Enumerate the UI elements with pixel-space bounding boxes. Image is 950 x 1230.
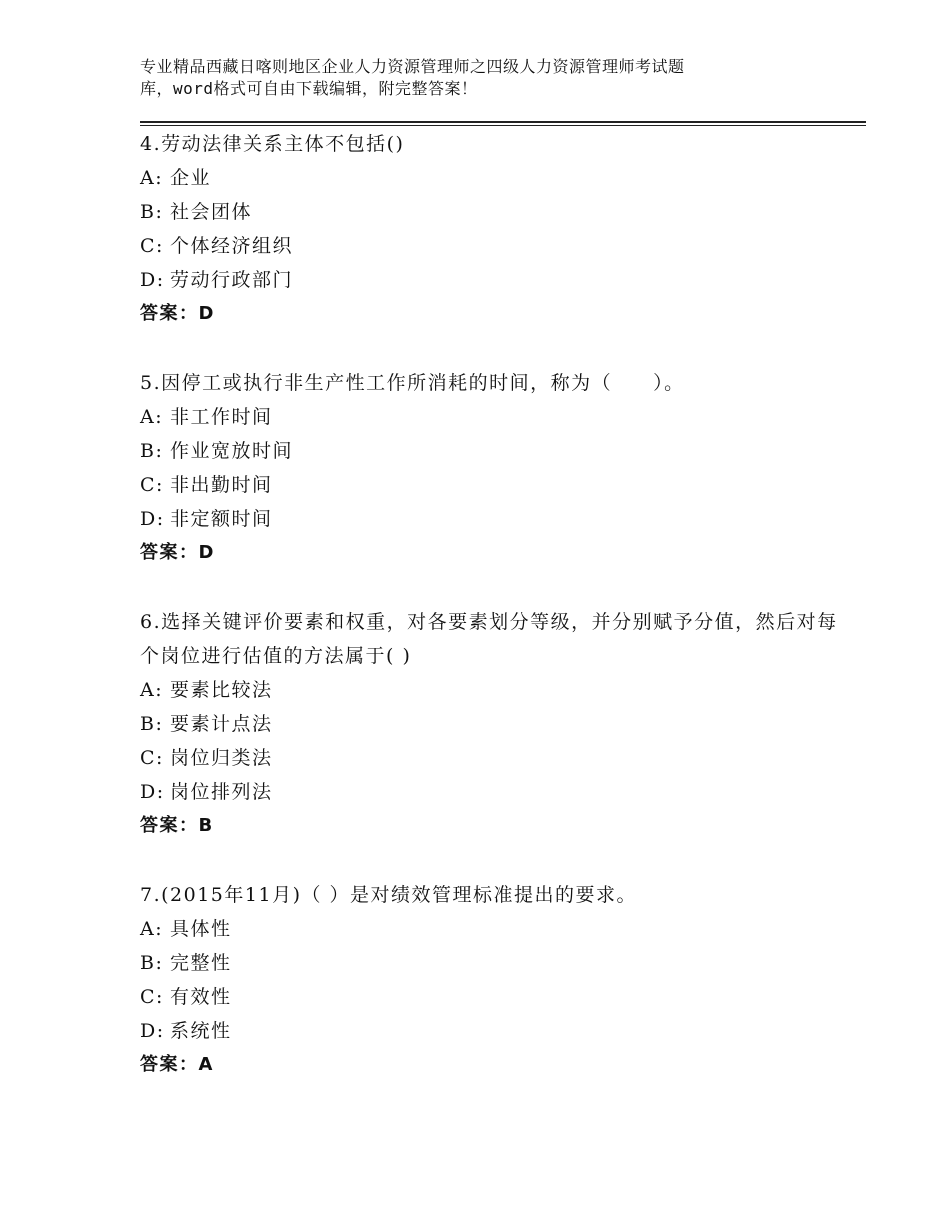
option-letter: B:: [140, 440, 164, 462]
option-text: 岗位归类法: [170, 747, 273, 769]
option-text: 系统性: [170, 1020, 232, 1042]
question-stem: 5.因停工或执行非生产性工作所消耗的时间，称为（ ）。: [140, 372, 685, 394]
option-text: 要素比较法: [170, 679, 273, 701]
option-letter: C:: [140, 986, 164, 1008]
option-d: [140, 1014, 840, 1048]
option-text: 劳动行政部门: [170, 269, 294, 291]
option-letter: A:: [140, 679, 164, 701]
option-letter: D:: [140, 508, 165, 530]
option-letter: B:: [140, 952, 164, 974]
question-4: [140, 127, 840, 331]
option-letter: A:: [140, 918, 164, 940]
option-c: [140, 468, 840, 502]
option-text: 社会团体: [170, 201, 253, 223]
answer-label: 答案：: [140, 303, 199, 324]
header-rule-thin: [140, 125, 866, 126]
option-letter: A:: [140, 167, 164, 189]
option-c: [140, 229, 840, 263]
answer-value: D: [198, 303, 215, 324]
option-text: 完整性: [170, 952, 232, 974]
option-b: [140, 707, 840, 741]
option-letter: D:: [140, 781, 165, 803]
option-b: [140, 434, 840, 468]
answer-label: 答案：: [140, 542, 199, 563]
option-letter: C:: [140, 235, 164, 257]
option-text: 具体性: [170, 918, 232, 940]
question-6: [140, 605, 840, 843]
option-text: 非定额时间: [170, 508, 273, 530]
option-a: [140, 673, 840, 707]
answer-line: [140, 297, 840, 331]
header-title-line2: 库，word格式可自由下载编辑，附完整答案！: [140, 79, 478, 98]
option-letter: D:: [140, 1020, 165, 1042]
option-letter: C:: [140, 474, 164, 496]
answer-line: [140, 1048, 840, 1082]
question-stem: 7.(2015年11月)（ ）是对绩效管理标准提出的要求。: [140, 884, 638, 906]
question-stem: 4.劳动法律关系主体不包括(): [140, 133, 405, 155]
option-b: [140, 946, 840, 980]
option-text: 要素计点法: [170, 713, 273, 735]
option-text: 岗位排列法: [170, 781, 273, 803]
option-a: [140, 161, 840, 195]
option-text: 企业: [170, 167, 212, 189]
option-a: [140, 400, 840, 434]
answer-line: [140, 809, 840, 843]
answer-label: 答案：: [140, 815, 199, 836]
answer-label: 答案：: [140, 1054, 199, 1075]
option-text: 有效性: [170, 986, 232, 1008]
option-text: 个体经济组织: [170, 235, 294, 257]
option-letter: B:: [140, 201, 164, 223]
option-d: [140, 263, 840, 297]
answer-value: D: [198, 542, 215, 563]
option-letter: B:: [140, 713, 164, 735]
header-rule-thick: [140, 121, 866, 123]
option-text: 非出勤时间: [170, 474, 273, 496]
option-d: [140, 502, 840, 536]
option-b: [140, 195, 840, 229]
question-7: [140, 878, 840, 1082]
header-title-line1: 专业精品西藏日喀则地区企业人力资源管理师之四级人力资源管理师考试题: [140, 57, 685, 76]
question-5: [140, 366, 840, 570]
option-c: [140, 980, 840, 1014]
option-a: [140, 912, 840, 946]
document-header: [140, 56, 840, 100]
option-text: 非工作时间: [170, 406, 273, 428]
answer-line: [140, 536, 840, 570]
question-stem: 6.选择关键评价要素和权重，对各要素划分等级，并分别赋予分值，然后对每个岗位进行估值的方法属于( ): [140, 611, 838, 667]
answer-value: B: [198, 815, 214, 836]
option-text: 作业宽放时间: [170, 440, 294, 462]
option-letter: C:: [140, 747, 164, 769]
option-letter: A:: [140, 406, 164, 428]
option-c: [140, 741, 840, 775]
option-letter: D:: [140, 269, 165, 291]
answer-value: A: [198, 1054, 214, 1075]
option-d: [140, 775, 840, 809]
